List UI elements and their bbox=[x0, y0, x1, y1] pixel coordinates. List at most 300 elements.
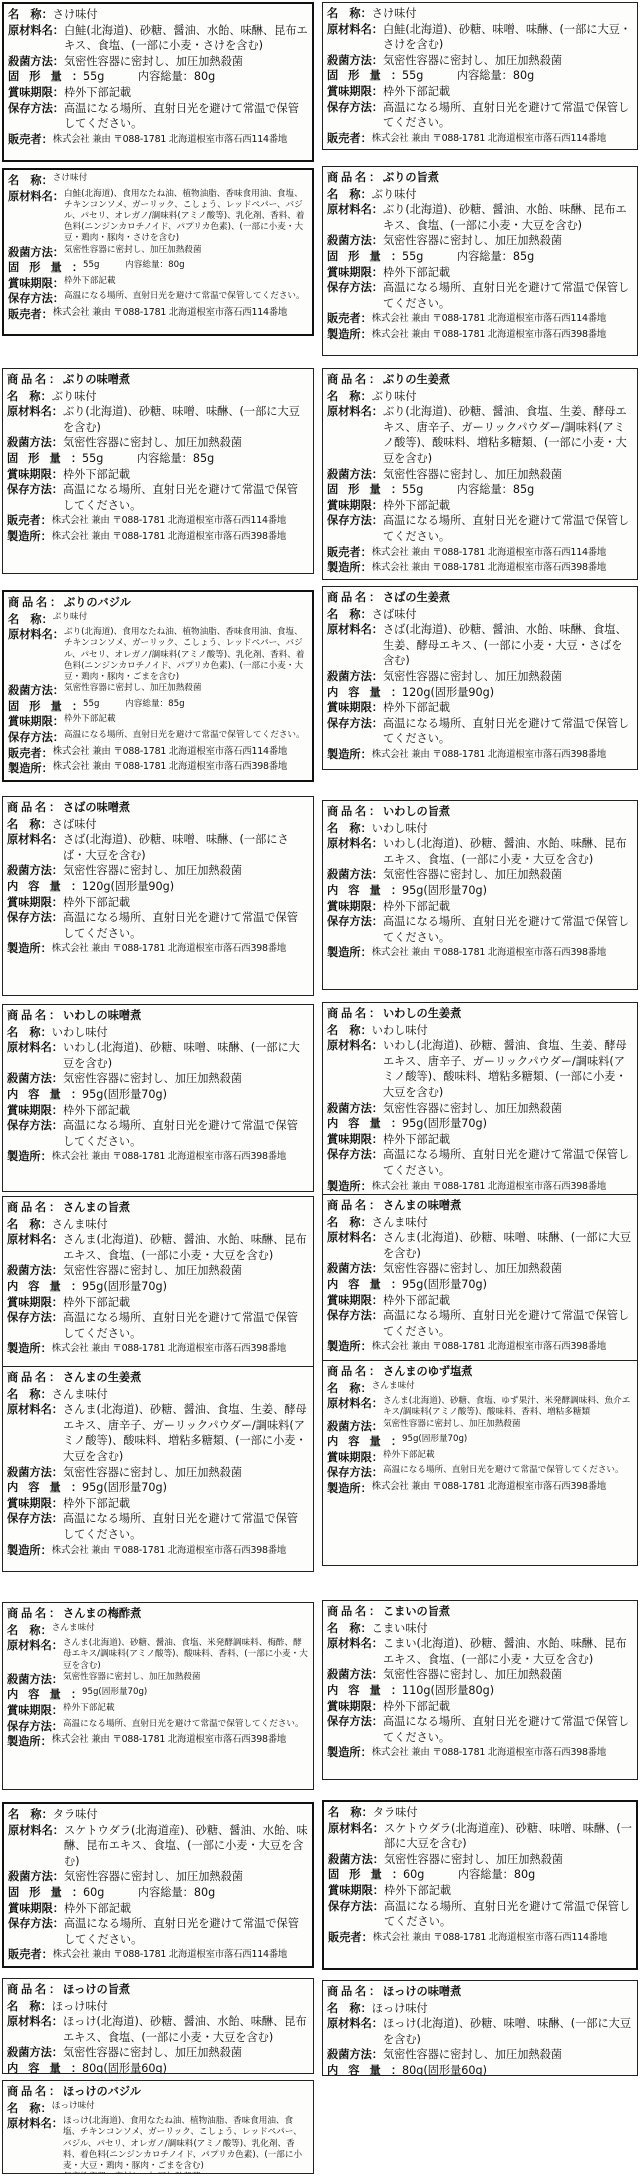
expiry-key: 賞味期限 bbox=[327, 1132, 372, 1146]
storage-row bbox=[327, 513, 633, 544]
sterilization-value: 気密性容器に密封し、加圧加熱殺菌 bbox=[382, 669, 562, 683]
product-title bbox=[327, 1984, 633, 2000]
maker-value: 株式会社 兼由 〒088-1781 北海道根室市落石西398番地 bbox=[51, 1343, 287, 1355]
separator: ： bbox=[40, 529, 52, 543]
separator: ： bbox=[70, 1688, 83, 1702]
product-name: いわしの生姜煮 bbox=[382, 1007, 462, 1020]
name-key: 名 称 bbox=[327, 7, 361, 20]
contents-key: 内容量 bbox=[327, 883, 391, 897]
contents-row bbox=[7, 1480, 309, 1496]
separator: ： bbox=[51, 1672, 63, 1686]
product-key: 商品名： bbox=[7, 1983, 63, 1996]
contents-row bbox=[327, 685, 633, 701]
seller-key: 販売者 bbox=[327, 312, 361, 326]
expiry-value: 枠外下部記載 bbox=[382, 1132, 451, 1146]
separator: ： bbox=[360, 1746, 372, 1760]
ingredients-row bbox=[327, 622, 633, 669]
name-key: 名 称 bbox=[7, 1025, 41, 1039]
storage-key: 保存方法 bbox=[7, 1311, 52, 1325]
separator: ： bbox=[51, 895, 63, 909]
separator: ： bbox=[371, 623, 383, 637]
name-key: 名 称 bbox=[8, 1808, 42, 1821]
ingredients-row bbox=[327, 22, 633, 53]
storage-row bbox=[7, 1511, 309, 1542]
name-row bbox=[328, 1805, 632, 1821]
name-row bbox=[327, 2001, 633, 2017]
sterilization-value: 気密性容器に密封し、加圧加熱殺菌 bbox=[382, 868, 562, 882]
storage-value: 高温になる場所、直射日光を避けて常温で保管してください。 bbox=[382, 716, 630, 746]
sterilization-value: 気密性容器に密封し、加圧加熱殺菌 bbox=[382, 1262, 562, 1276]
sterilization-value: 気密性容器に密封し、加圧加熱殺菌 bbox=[382, 234, 562, 248]
name-value: ぶり味付 bbox=[51, 389, 97, 403]
ingredients-key: 原材料名 bbox=[8, 1823, 53, 1837]
separator: ： bbox=[371, 467, 383, 481]
sterilization-row bbox=[7, 1263, 309, 1279]
contents-key: 内容量 bbox=[7, 1279, 71, 1293]
separator: ： bbox=[51, 1295, 63, 1309]
name-key: 名 称 bbox=[327, 607, 361, 621]
contents-row bbox=[327, 1434, 633, 1450]
contents-value: 95g(固形量70g) bbox=[82, 1481, 167, 1495]
separator: ： bbox=[70, 2061, 83, 2074]
sterilization-key: 殺菌方法 bbox=[8, 54, 53, 68]
maker-row bbox=[327, 747, 633, 763]
name-value: ほっけ味付 bbox=[51, 2100, 95, 2111]
product-label-tara-a bbox=[2, 1802, 314, 1968]
name-row bbox=[7, 1025, 309, 1041]
separator: ： bbox=[372, 1883, 384, 1897]
separator: ： bbox=[52, 23, 64, 37]
ingredients-key: 原材料名 bbox=[7, 1041, 52, 1055]
storage-row bbox=[7, 1719, 309, 1735]
name-row bbox=[327, 607, 633, 623]
separator: ： bbox=[371, 701, 383, 715]
expiry-key: 賞味期限 bbox=[7, 467, 52, 481]
storage-row bbox=[327, 914, 633, 945]
ingredients-value: ぶり(北海道)、砂糖、醤油、水飴、味醂、昆布エキス、食塩、(一部に小麦・大豆を含む) bbox=[382, 203, 627, 232]
expiry-row bbox=[8, 1901, 308, 1917]
sterilization-row bbox=[8, 1869, 308, 1885]
expiry-value: 枠外下部記載 bbox=[62, 467, 131, 481]
name-value: いわし味付 bbox=[371, 1023, 428, 1037]
product-name: さんまの梅酢煮 bbox=[62, 1607, 142, 1620]
separator: ： bbox=[371, 514, 383, 528]
sterilization-row bbox=[327, 669, 633, 685]
contents-value: 95g(固形量70g) bbox=[82, 1687, 148, 1698]
separator: ： bbox=[390, 249, 403, 263]
name-row bbox=[8, 173, 308, 189]
separator: ： bbox=[51, 2117, 63, 2131]
maker-value: 株式会社 兼由 〒088-1781 北海道根室市落石西398番地 bbox=[51, 1734, 287, 1746]
seller-row bbox=[327, 545, 633, 561]
solid-amount-value: 60g 内容総量：80g bbox=[403, 1868, 536, 1882]
sterilization-value bbox=[63, 2172, 309, 2174]
ingredients-value: ぶり(北海道)、食用なたね油、植物油脂、香味食用油、食塩、チキンコンソメ、ガーリック、こしょう、レッドペパー、バジル、パセリ、オレガノ/調味料(アミノ酸等)、乳化剤、香料、着色料(ニンジンカロチノイド、パプリカ色素)、(一部に小麦・大豆・鶏肉・豚肉・ごまを含む) bbox=[63, 627, 305, 682]
separator: ： bbox=[70, 879, 83, 893]
name-value: さんま味付 bbox=[51, 1217, 108, 1231]
name-key: 名 称 bbox=[8, 174, 42, 187]
separator: ： bbox=[51, 1403, 63, 1417]
separator: ： bbox=[51, 833, 63, 847]
ingredients-row bbox=[7, 1638, 309, 1672]
expiry-value: 枠外下部記載 bbox=[382, 701, 451, 715]
sterilization-value: 気密性容器に密封し、加圧加熱殺菌 bbox=[63, 54, 243, 68]
storage-key: 保存方法 bbox=[327, 514, 372, 528]
separator: ： bbox=[51, 1041, 63, 1055]
sterilization-key: 殺菌方法 bbox=[7, 1072, 52, 1086]
expiry-row bbox=[7, 1103, 309, 1119]
separator: ： bbox=[52, 292, 64, 306]
contents-key: 内容量 bbox=[7, 2061, 71, 2074]
product-title bbox=[8, 595, 308, 611]
name-value: いわし味付 bbox=[51, 1025, 108, 1039]
separator: ： bbox=[371, 498, 383, 512]
separator: ： bbox=[360, 7, 372, 20]
separator: ： bbox=[51, 483, 63, 497]
separator: ： bbox=[371, 1039, 383, 1053]
separator: ： bbox=[360, 312, 372, 326]
expiry-row bbox=[327, 899, 633, 915]
sterilization-row bbox=[8, 54, 308, 70]
expiry-key: 賞味期限 bbox=[327, 899, 372, 913]
separator: ： bbox=[52, 628, 64, 642]
separator: ： bbox=[372, 1852, 384, 1866]
ingredients-row bbox=[327, 2016, 633, 2047]
separator: ： bbox=[371, 281, 383, 295]
maker-row bbox=[327, 1481, 633, 1497]
expiry-value: 枠外下部記載 bbox=[382, 1699, 451, 1713]
seller-value: 株式会社 兼由 〒088-1781 北海道根室市落石西114番地 bbox=[52, 1949, 288, 1961]
expiry-value: 枠外下部記載 bbox=[62, 895, 131, 909]
expiry-row bbox=[8, 85, 308, 101]
separator: ： bbox=[41, 1808, 53, 1821]
contents-row bbox=[327, 883, 633, 899]
ingredients-key: 原材料名 bbox=[7, 2015, 52, 2029]
name-key: 名 称 bbox=[327, 1023, 361, 1037]
seller-row bbox=[8, 746, 308, 762]
separator: ： bbox=[40, 1387, 52, 1401]
name-value: こまい味付 bbox=[371, 1621, 428, 1635]
sterilization-value: 気密性容器に密封し、加圧加熱殺菌 bbox=[382, 1668, 562, 1682]
maker-extra-value: 株式会社 兼由 〒088-1781 北海道根室市落石西398番地 bbox=[52, 761, 288, 773]
contents-key: 内容量 bbox=[7, 1481, 71, 1495]
product-key: 商品名： bbox=[327, 1605, 383, 1618]
ingredients-row bbox=[7, 1040, 309, 1071]
separator: ： bbox=[51, 911, 63, 925]
storage-value: 高温になる場所、直射日光を避けて常温で保管してください。 bbox=[63, 101, 299, 131]
expiry-row bbox=[328, 1883, 632, 1899]
sterilization-key: 殺菌方法 bbox=[327, 868, 372, 882]
product-key: 商品名： bbox=[7, 1201, 63, 1214]
expiry-value: 枠外下部記載 bbox=[63, 85, 132, 99]
product-name: さんまの味噌煮 bbox=[382, 1199, 462, 1212]
solid-amount-key: 固形量 bbox=[327, 249, 391, 263]
sterilization-value: 気密性容器に密封し、加圧加熱殺菌 bbox=[62, 1465, 242, 1479]
name-value: さけ味付 bbox=[52, 173, 88, 183]
storage-value: 高温になる場所、直射日光を避けて常温で保管してください。 bbox=[382, 514, 630, 543]
solid-amount-row bbox=[327, 68, 633, 84]
name-key: 名 称 bbox=[328, 1806, 362, 1819]
seller-row bbox=[327, 311, 633, 327]
separator: ： bbox=[371, 1309, 383, 1323]
storage-key: 保存方法 bbox=[327, 100, 372, 114]
expiry-row bbox=[327, 1450, 633, 1466]
product-name: ほっけの旨煮 bbox=[62, 1983, 131, 1996]
ingredients-row bbox=[8, 189, 308, 245]
maker-row bbox=[7, 1149, 309, 1165]
seller-value: 株式会社 兼由 〒088-1781 北海道根室市落石西114番地 bbox=[52, 133, 288, 145]
product-title bbox=[327, 1006, 633, 1022]
product-title bbox=[327, 1604, 633, 1620]
separator: ： bbox=[51, 1311, 63, 1325]
maker-row bbox=[7, 1543, 309, 1559]
product-name: ぶりの味噌煮 bbox=[62, 373, 131, 386]
separator: ： bbox=[52, 730, 64, 744]
solid-amount-key: 固形量 bbox=[327, 483, 391, 497]
name-value: さんま味付 bbox=[51, 1622, 95, 1633]
sterilization-row bbox=[327, 1419, 633, 1435]
storage-key: 保存方法 bbox=[8, 292, 53, 306]
separator: ： bbox=[371, 84, 383, 98]
separator: ： bbox=[70, 1481, 83, 1495]
storage-key: 保存方法 bbox=[327, 1148, 372, 1162]
expiry-value: 枠外下部記載 bbox=[382, 498, 451, 512]
separator: ： bbox=[40, 1999, 52, 2013]
separator: ： bbox=[52, 1870, 64, 1884]
ingredients-row bbox=[7, 404, 309, 435]
ingredients-value: 白鮭(北海道)、食用なたね油、植物油脂、香味食用油、食塩、チキンコンソメ、ガーリック、こしょう、レッドペパー、バジル、パセリ、オレガノ/調味料(アミノ酸等)、乳化剤、香料、着色料(ニンジンカロチノイド、パプリカ色素)、(一部に小麦・大豆・鶏肉・豚肉・さけを含む) bbox=[63, 188, 305, 244]
expiry-value: 枠外下部記載 bbox=[62, 1496, 131, 1510]
contents-value: 95g(固形量70g) bbox=[402, 1277, 487, 1291]
product-label-buri-umani bbox=[322, 166, 638, 356]
ingredients-row bbox=[328, 1821, 632, 1852]
separator: ： bbox=[71, 1885, 84, 1899]
expiry-key: 賞味期限 bbox=[327, 265, 372, 279]
name-row bbox=[7, 2101, 309, 2117]
separator: ： bbox=[371, 1715, 383, 1729]
product-title bbox=[327, 1198, 633, 1214]
maker-value: 株式会社 兼由 〒088-1781 北海道根室市落石西398番地 bbox=[371, 748, 607, 760]
ingredients-value: いわし(北海道)、砂糖、醤油、食塩、生姜、酵母エキス、唐辛子、ガーリックパウダー/調味料(アミノ酸等)、酸味料、増粘多糖類、(一部に小麦・大豆を含む) bbox=[382, 1039, 627, 1099]
name-row bbox=[327, 6, 633, 22]
seller-value: 株式会社 兼由 〒088-1781 北海道根室市落石西114番地 bbox=[52, 745, 288, 757]
separator: ： bbox=[371, 100, 383, 114]
name-row bbox=[7, 389, 309, 405]
product-key: 商品名： bbox=[327, 805, 383, 818]
storage-row bbox=[7, 482, 309, 513]
expiry-key: 賞味期限 bbox=[327, 498, 372, 512]
product-key: 商品名： bbox=[327, 171, 383, 184]
product-name: さんまのゆず塩煮 bbox=[382, 1365, 473, 1378]
product-label-iwashi-umani bbox=[322, 800, 638, 990]
maker-row bbox=[7, 1341, 309, 1357]
ingredients-key: 原材料名 bbox=[327, 837, 372, 851]
separator: ： bbox=[40, 1735, 52, 1749]
maker-extra-value: 株式会社 兼由 〒088-1781 北海道根室市落石西398番地 bbox=[371, 562, 607, 574]
product-title bbox=[327, 804, 633, 820]
sterilization-value: 気密性容器に密封し、加圧加熱殺菌 bbox=[382, 1101, 562, 1115]
maker-key: 製造所 bbox=[7, 942, 41, 956]
seller-key: 販売者 bbox=[328, 1930, 362, 1944]
separator: ： bbox=[360, 131, 372, 145]
name-key: 名 称 bbox=[327, 389, 361, 403]
ingredients-key: 原材料名 bbox=[327, 22, 372, 36]
storage-row bbox=[7, 910, 309, 941]
sterilization-value: 気密性容器に密封し、加圧加熱殺菌 bbox=[63, 683, 202, 694]
ingredients-row bbox=[8, 1823, 308, 1870]
separator: ： bbox=[40, 1025, 52, 1039]
sterilization-row bbox=[7, 2172, 309, 2174]
separator: ： bbox=[360, 187, 372, 201]
product-key: 商品名： bbox=[327, 1985, 383, 1998]
separator: ： bbox=[371, 868, 383, 882]
name-value: タラ味付 bbox=[372, 1806, 418, 1819]
separator: ： bbox=[360, 1621, 372, 1635]
solid-amount-key: 固形量 bbox=[328, 1868, 392, 1882]
expiry-key: 賞味期限 bbox=[7, 1703, 52, 1717]
expiry-key: 賞味期限 bbox=[7, 895, 52, 909]
separator: ： bbox=[390, 1117, 403, 1131]
storage-value: 高温になる場所、直射日光を避けて常温で保管してください。 bbox=[63, 729, 305, 740]
ingredients-row bbox=[327, 1396, 633, 1418]
separator: ： bbox=[371, 1101, 383, 1115]
maker-key: 製造所 bbox=[327, 1746, 361, 1760]
sterilization-row bbox=[327, 53, 633, 69]
maker-value: 株式会社 兼由 〒088-1781 北海道根室市落石西398番地 bbox=[51, 1151, 287, 1163]
separator: ： bbox=[390, 1277, 403, 1291]
storage-row bbox=[7, 1118, 309, 1149]
ingredients-value: いわし(北海道)、砂糖、醤油、水飴、味醂、昆布エキス、食塩、(一部に小麦・大豆を含む) bbox=[382, 837, 627, 866]
maker-row bbox=[327, 1179, 633, 1195]
product-key: 商品名： bbox=[327, 1199, 383, 1212]
contents-value: 120g(固形量90g) bbox=[402, 685, 495, 699]
product-key: 商品名： bbox=[7, 2085, 63, 2098]
expiry-row bbox=[327, 1293, 633, 1309]
contents-key: 内容量 bbox=[327, 1435, 391, 1449]
contents-value: 110g(固形量80g) bbox=[402, 1683, 495, 1697]
product-key: 商品名： bbox=[7, 801, 63, 814]
expiry-key: 賞味期限 bbox=[327, 1699, 372, 1713]
sterilization-value: 気密性容器に密封し、加圧加熱殺菌 bbox=[62, 864, 242, 878]
storage-row bbox=[8, 1916, 308, 1947]
sterilization-value: 気密性容器に密封し、加圧加熱殺菌 bbox=[63, 244, 202, 255]
product-name: さばの生姜煮 bbox=[382, 591, 451, 604]
storage-value: 高温になる場所、直射日光を避けて常温で保管してください。 bbox=[382, 1309, 630, 1338]
solid-amount-row bbox=[8, 699, 308, 715]
separator: ： bbox=[360, 545, 372, 559]
sterilization-value: 気密性容器に密封し、加圧加熱殺菌 bbox=[382, 53, 562, 67]
solid-amount-value: 60g 内容総量：80g bbox=[83, 1885, 216, 1899]
product-label-iwashi-miso bbox=[2, 1004, 314, 1192]
maker-key: 製造所 bbox=[327, 1179, 361, 1193]
product-title bbox=[7, 1200, 309, 1216]
name-key: 名 称 bbox=[327, 1215, 361, 1229]
separator: ： bbox=[360, 1179, 372, 1193]
expiry-value: 枠外下部記載 bbox=[382, 84, 451, 98]
separator: ： bbox=[51, 1264, 63, 1278]
ingredients-key: 原材料名 bbox=[7, 1233, 52, 1247]
contents-value: 95g(固形量70g) bbox=[82, 1279, 167, 1293]
expiry-value: 枠外下部記載 bbox=[382, 899, 451, 913]
ingredients-key: 原材料名 bbox=[327, 1231, 372, 1245]
maker-row bbox=[327, 945, 633, 961]
separator: ： bbox=[371, 837, 383, 851]
storage-value: 高温になる場所、直射日光を避けて常温で保管してください。 bbox=[62, 1311, 298, 1340]
seller-key: 販売者 bbox=[8, 307, 42, 321]
expiry-key: 賞味期限 bbox=[8, 715, 53, 729]
name-row bbox=[7, 1387, 309, 1403]
separator: ： bbox=[371, 1132, 383, 1146]
separator: ： bbox=[371, 1293, 383, 1307]
name-row bbox=[327, 389, 633, 405]
name-value: ぶり味付 bbox=[371, 187, 417, 201]
solid-amount-value: 55g 内容総量：85g bbox=[402, 483, 535, 497]
name-row bbox=[327, 1621, 633, 1637]
product-name: いわしの旨煮 bbox=[382, 805, 451, 818]
solid-amount-value: 55g 内容総量：85g bbox=[83, 698, 185, 709]
storage-value: 高温になる場所、直射日光を避けて常温で保管してください。 bbox=[63, 291, 305, 302]
storage-key: 保存方法 bbox=[327, 1309, 372, 1323]
product-name: さばの味噌煮 bbox=[62, 801, 131, 814]
storage-value: 高温になる場所、直射日光を避けて常温で保管してください。 bbox=[382, 1715, 630, 1744]
contents-value: 120g(固形量90g) bbox=[82, 879, 175, 893]
separator: ： bbox=[51, 2015, 63, 2029]
product-key: 商品名： bbox=[7, 1371, 63, 1384]
seller-row bbox=[8, 1947, 308, 1963]
product-name: ぶりの生姜煮 bbox=[382, 373, 451, 386]
ingredients-value: スケトウダラ(北海道産)、砂糖、醤油、水飴、味醂、昆布エキス、食塩、(一部に小麦・大豆を含む) bbox=[63, 1823, 308, 1868]
name-key: 名 称 bbox=[7, 389, 41, 403]
ingredients-key: 原材料名 bbox=[8, 23, 53, 37]
storage-row bbox=[328, 1899, 632, 1930]
product-key: 商品名： bbox=[327, 591, 383, 604]
maker-value: 株式会社 兼由 〒088-1781 北海道根室市落石西398番地 bbox=[371, 1341, 607, 1353]
product-title bbox=[7, 1606, 309, 1622]
sterilization-key: 殺菌方法 bbox=[327, 1262, 372, 1276]
separator: ： bbox=[390, 2063, 403, 2076]
ingredients-value: さんま(北海道)、砂糖、醤油、水飴、味醂、昆布エキス、食塩、(一部に小麦・大豆を含む) bbox=[62, 1233, 307, 1262]
contents-value: 95g(固形量70g) bbox=[402, 883, 487, 897]
maker-row bbox=[327, 1339, 633, 1355]
separator: ： bbox=[371, 2048, 383, 2062]
expiry-row bbox=[327, 265, 633, 281]
ingredients-value: ぶり(北海道)、砂糖、味噌、味醂、(一部に大豆を含む) bbox=[62, 405, 300, 434]
product-name: ぶりの旨煮 bbox=[382, 171, 439, 184]
ingredients-key: 原材料名 bbox=[8, 189, 53, 203]
separator: ： bbox=[51, 1639, 63, 1653]
sterilization-value: 気密性容器に密封し、加圧加熱殺菌 bbox=[62, 436, 242, 450]
product-title bbox=[7, 1370, 309, 1386]
separator: ： bbox=[52, 85, 64, 99]
sterilization-key: 殺菌方法 bbox=[328, 1852, 373, 1866]
seller-key: 販売者 bbox=[8, 132, 42, 146]
ingredients-key: 原材料名 bbox=[328, 1821, 373, 1835]
sterilization-value: 気密性容器に密封し、加圧加熱殺菌 bbox=[62, 2046, 242, 2060]
ingredients-key: 原材料名 bbox=[7, 1639, 52, 1653]
product-label-salmon-basil bbox=[2, 168, 314, 336]
storage-key: 保存方法 bbox=[327, 281, 372, 295]
storage-row bbox=[327, 100, 633, 131]
seller-key: 販売者 bbox=[8, 746, 42, 760]
maker-extra-key: 製造所 bbox=[327, 561, 361, 575]
product-label-hokke-umani bbox=[2, 1978, 314, 2074]
sterilization-row bbox=[327, 1101, 633, 1117]
separator: ： bbox=[52, 245, 64, 259]
maker-extra-value: 株式会社 兼由 〒088-1781 北海道根室市落石西398番地 bbox=[51, 530, 287, 542]
solid-amount-value: 55g 内容総量：85g bbox=[82, 451, 215, 465]
separator: ： bbox=[360, 389, 372, 403]
contents-value: 95g(固形量70g) bbox=[402, 1117, 487, 1131]
